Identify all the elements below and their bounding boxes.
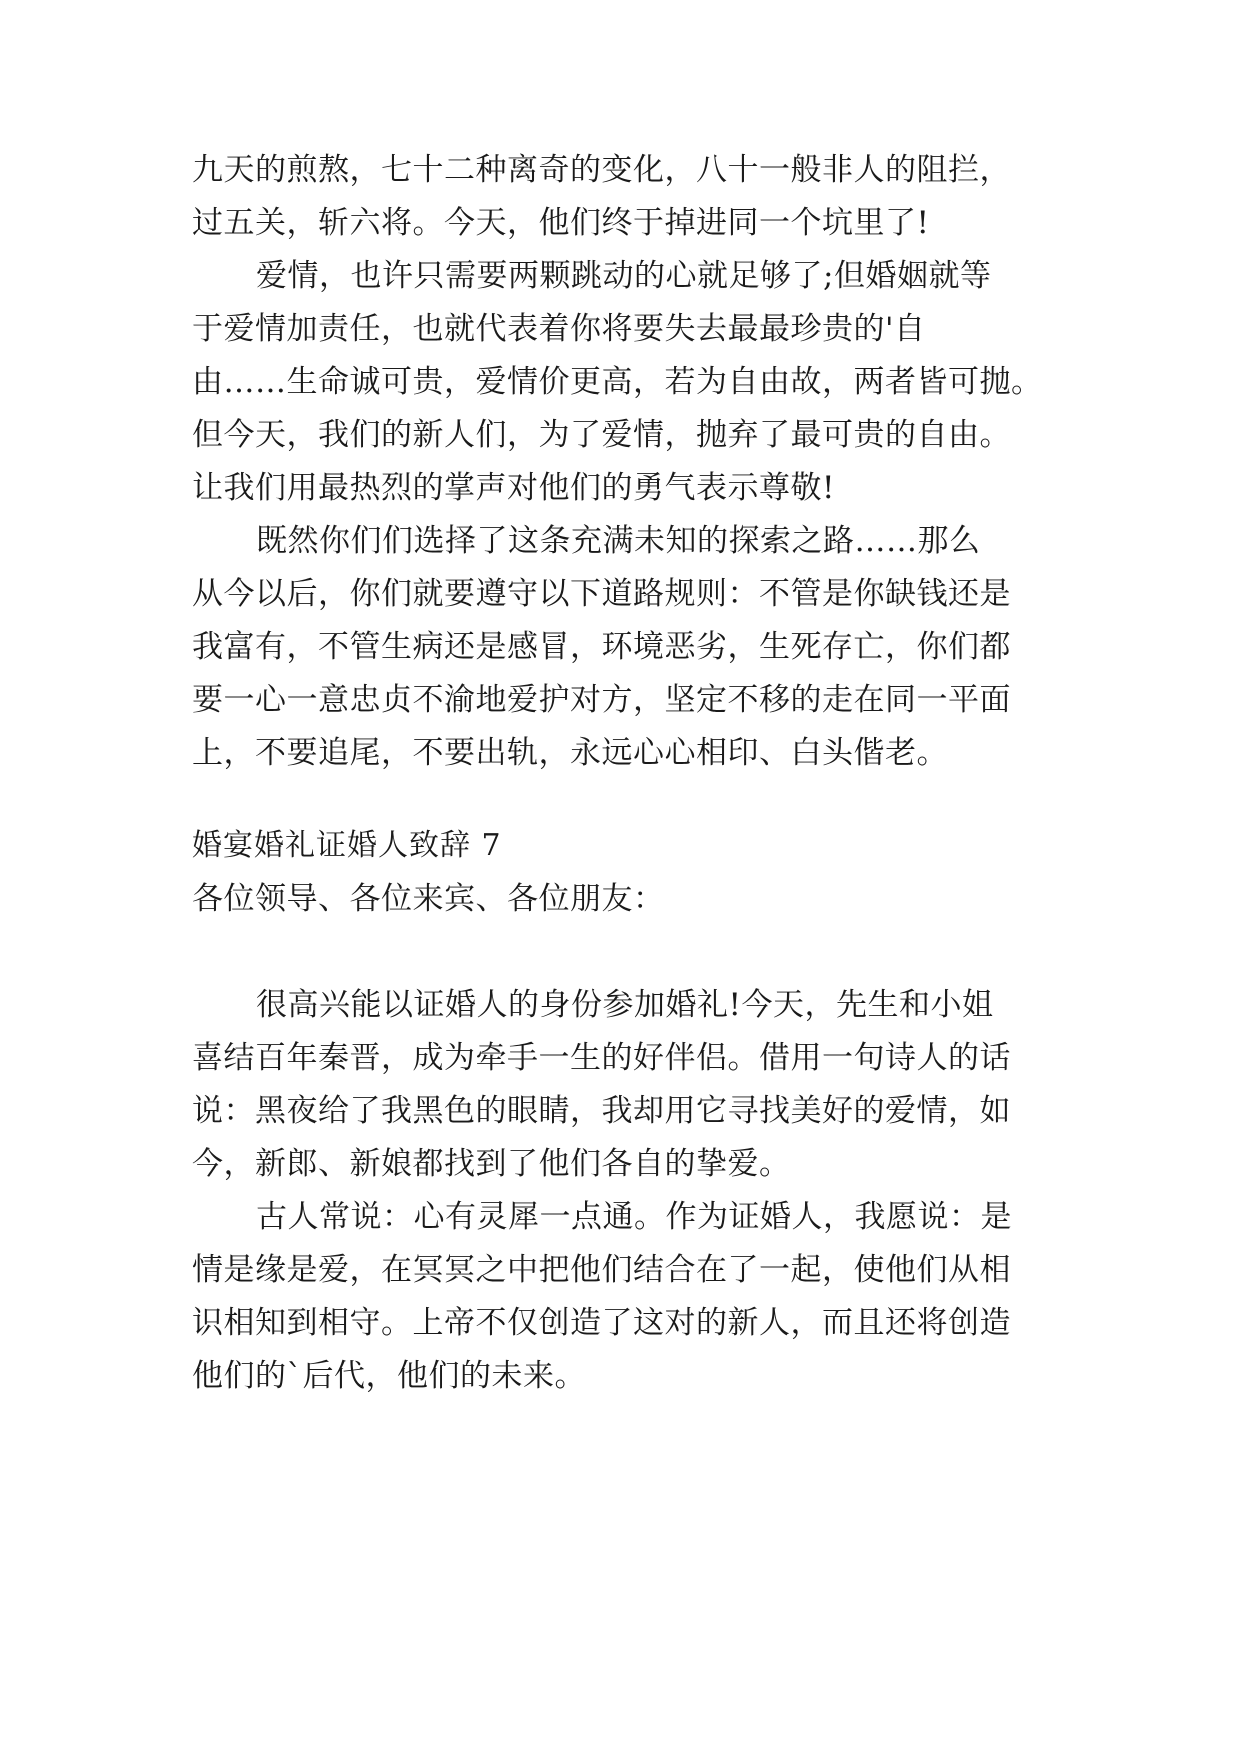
section-heading: 婚宴婚礼证婚人致辞 7 <box>192 828 502 863</box>
text-line: 让我们用最热烈的掌声对他们的勇气表示尊敬! <box>192 470 835 506</box>
text-line: 情是缘是爱，在冥冥之中把他们结合在了一起，使他们从相 <box>192 1252 1011 1288</box>
text-line: 说：黑夜给了我黑色的眼睛，我却用它寻找美好的爱情，如 <box>192 1093 1011 1129</box>
text-line: 要一心一意忠贞不渝地爱护对方，坚定不移的走在同一平面 <box>192 682 1011 718</box>
text-line: 今，新郎、新娘都找到了他们各自的挚爱。 <box>192 1146 791 1182</box>
text-line: 于爱情加责任，也就代表着你将要失去最最珍贵的'自 <box>192 311 926 347</box>
text-line: 但今天，我们的新人们，为了爱情，抛弃了最可贵的自由。 <box>192 417 1011 453</box>
text-line: 喜结百年秦晋，成为牵手一生的好伴侣。借用一句诗人的话 <box>192 1040 1011 1076</box>
paragraph-start: 很高兴能以证婚人的身份参加婚礼!今天，先生和小姐 <box>256 987 994 1023</box>
text-line: 从今以后，你们就要遵守以下道路规则：不管是你缺钱还是 <box>192 576 1011 612</box>
text-line: 我富有，不管生病还是感冒，环境恶劣，生死存亡，你们都 <box>192 629 1011 665</box>
paragraph-start: 爱情，也许只需要两颗跳动的心就足够了;但婚姻就等 <box>256 258 992 294</box>
salutation: 各位领导、各位来宾、各位朋友： <box>192 881 665 917</box>
text-line: 过五关，斩六将。今天，他们终于掉进同一个坑里了! <box>192 205 930 241</box>
text-line: 九天的煎熬，七十二种离奇的变化，八十一般非人的阻拦， <box>192 152 1011 188</box>
text-line: 由……生命诚可贵，爱情价更高，若为自由故，两者皆可抛。 <box>192 364 1043 400</box>
paragraph-start: 古人常说：心有灵犀一点通。作为证婚人，我愿说：是 <box>256 1199 1012 1235</box>
text-line: 他们的`后代，他们的未来。 <box>192 1358 586 1394</box>
text-line: 上，不要追尾，不要出轨，永远心心相印、白头偕老。 <box>192 735 948 771</box>
text-line: 识相知到相守。上帝不仅创造了这对的新人，而且还将创造 <box>192 1305 1011 1341</box>
paragraph-start: 既然你们们选择了这条充满未知的探索之路……那么 <box>256 523 981 559</box>
